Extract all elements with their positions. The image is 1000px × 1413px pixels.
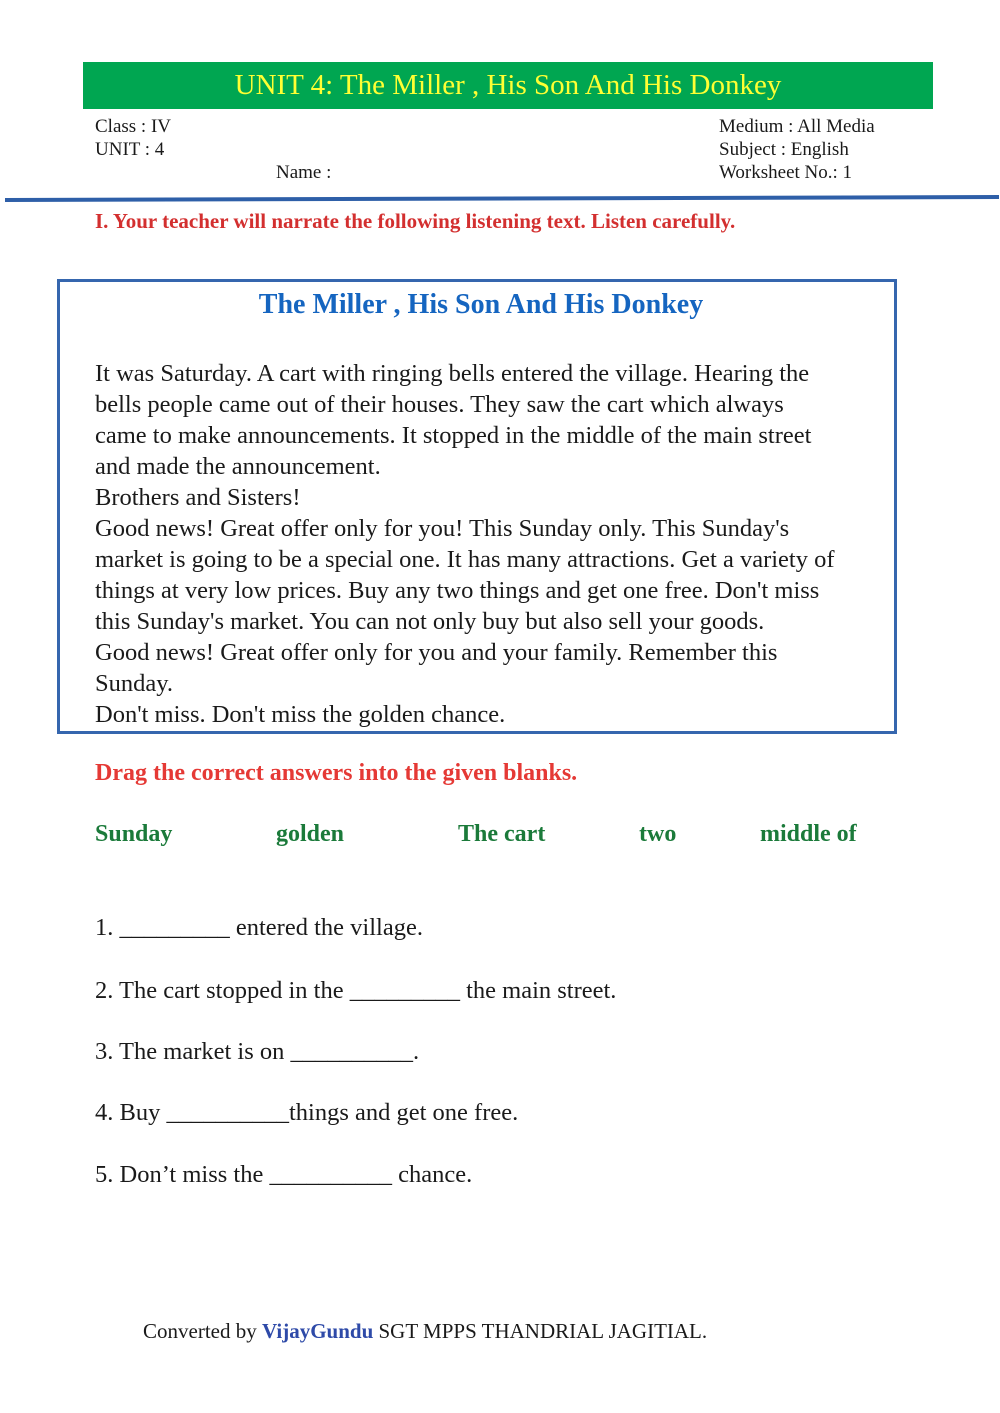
question-1 xyxy=(95,914,423,942)
question-text: 4. Buy xyxy=(95,1099,167,1126)
story-line: things at very low prices. Buy any two things and get one free. Don't miss xyxy=(95,577,820,604)
answer-blank-4[interactable]: __________ xyxy=(166,1099,289,1126)
story-line: and made the announcement. xyxy=(95,453,381,480)
answer-blank-3[interactable]: __________ xyxy=(290,1038,414,1065)
meta-left xyxy=(95,115,171,161)
name-label: Name : xyxy=(276,162,332,183)
story-line: market is going to be a special one. It has many attractions. Get a variety of xyxy=(95,546,835,573)
story-line: Don't miss. Don't miss the golden chance. xyxy=(95,701,506,728)
question-5 xyxy=(95,1161,472,1189)
drag-word-sunday[interactable]: Sunday xyxy=(95,821,173,847)
answer-blank-1[interactable]: _________ xyxy=(119,914,230,941)
header-divider xyxy=(5,195,999,202)
footer-credit xyxy=(143,1319,707,1344)
question-text: the main street. xyxy=(459,977,617,1004)
question-text: entered the village. xyxy=(229,914,423,941)
question-text: 3. The market is on xyxy=(95,1038,291,1065)
drag-word-the-cart[interactable]: The cart xyxy=(458,821,546,847)
footer-suffix: SGT MPPS THANDRIAL JAGITIAL. xyxy=(373,1319,708,1343)
question-text: chance. xyxy=(391,1161,473,1188)
answer-blank-2[interactable]: _________ xyxy=(349,977,460,1004)
unit-label: UNIT : 4 xyxy=(95,139,165,160)
story-line: Good news! Great offer only for you! This Sunday only. This Sunday's xyxy=(95,515,790,542)
story-title: The Miller , His Son And His Donkey xyxy=(258,289,704,320)
subject-label: Subject : English xyxy=(719,139,849,160)
meta-right xyxy=(719,115,875,184)
question-text: 1. xyxy=(95,914,120,941)
drag-instruction: Drag the correct answers into the given blanks. xyxy=(95,760,578,786)
footer-author: VijayGundu xyxy=(261,1319,374,1343)
drag-word-golden[interactable]: golden xyxy=(276,821,345,847)
drag-word-two[interactable]: two xyxy=(639,821,677,847)
answer-blank-5[interactable]: __________ xyxy=(269,1161,392,1188)
drag-word-middle-of[interactable]: middle of xyxy=(760,821,857,847)
story-line: came to make announcements. It stopped in the middle of the main street xyxy=(95,422,812,449)
worksheet-title: UNIT 4: The Miller , His Son And His Donkey xyxy=(83,62,933,109)
question-text: 2. The cart stopped in the xyxy=(95,977,350,1004)
question-text: things and get one free. xyxy=(288,1099,519,1126)
question-3 xyxy=(95,1038,419,1066)
worksheet-number-label: Worksheet No.: 1 xyxy=(719,162,853,183)
story-line: this Sunday's market. You can not only buy but also sell your goods. xyxy=(95,608,765,635)
listening-instruction: I. Your teacher will narrate the following listening text. Listen carefully. xyxy=(95,209,736,233)
medium-label: Medium : All Media xyxy=(719,116,875,137)
class-label: Class : IV xyxy=(95,116,171,137)
story-text xyxy=(95,358,915,730)
question-text: 5. Don’t miss the xyxy=(95,1161,270,1188)
footer-prefix: Converted by xyxy=(143,1319,262,1343)
story-line: bells people came out of their houses. They saw the cart which always xyxy=(95,391,784,418)
question-2 xyxy=(95,977,616,1005)
story-line: Sunday. xyxy=(95,670,174,697)
story-line: Good news! Great offer only for you and your family. Remember this xyxy=(95,639,778,666)
story-line: It was Saturday. A cart with ringing bells entered the village. Hearing the xyxy=(95,360,810,387)
question-4 xyxy=(95,1099,518,1127)
question-text: . xyxy=(413,1038,420,1065)
story-line: Brothers and Sisters! xyxy=(95,484,301,511)
